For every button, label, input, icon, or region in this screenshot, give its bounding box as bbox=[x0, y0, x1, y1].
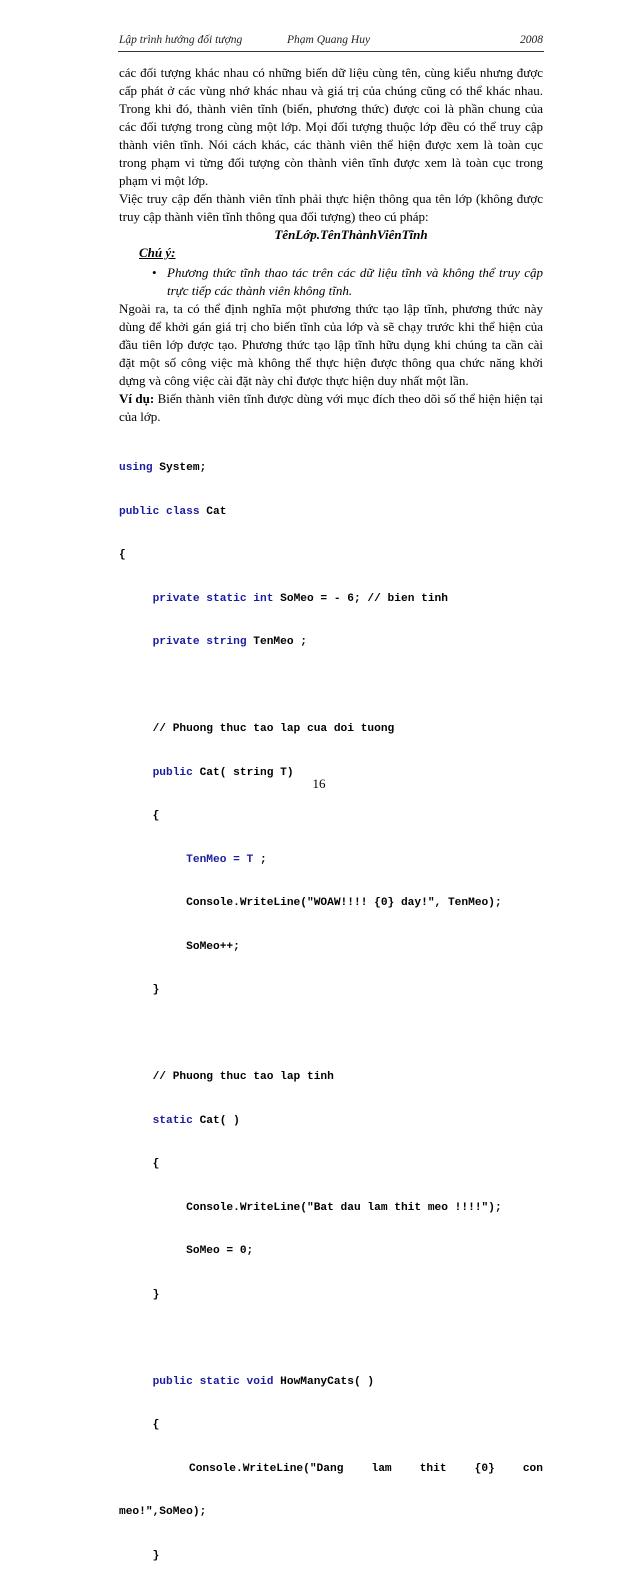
code-line: } bbox=[119, 1549, 160, 1562]
code-line: public class Cat bbox=[119, 505, 227, 518]
code-line: Console.WriteLine("Bat dau lam thit meo !!!!"); bbox=[119, 1201, 502, 1214]
code-line: private string TenMeo ; bbox=[119, 636, 307, 648]
code-line: } bbox=[119, 1288, 160, 1301]
note-bullet bbox=[119, 264, 543, 300]
code-word: thit bbox=[419, 1462, 447, 1475]
code-line: { bbox=[119, 810, 160, 822]
code-word: con bbox=[522, 1462, 543, 1475]
code-line: } bbox=[119, 984, 160, 996]
syntax-line: TênLớp.TênThànhViênTĩnh bbox=[274, 227, 428, 242]
code-word: Console.WriteLine("Dang bbox=[189, 1462, 344, 1475]
code-line: public Cat( string T) bbox=[119, 766, 294, 779]
header-author: Phạm Quang Huy bbox=[287, 34, 371, 46]
code-line bbox=[119, 1331, 543, 1346]
note-title: Chú ý: bbox=[139, 245, 176, 260]
code-word: lam bbox=[371, 1462, 392, 1475]
example-label: Ví dụ: bbox=[119, 391, 155, 406]
code-line: SoMeo = 0; bbox=[119, 1245, 254, 1257]
paragraph-example bbox=[119, 390, 543, 426]
header-rule bbox=[118, 51, 544, 52]
paragraph-static-members: các đối tượng khác nhau có những biến dữ liệu cùng tên, cùng kiểu nhưng được cấp phát ở các vùng nhớ khác nhau và giá trị của chúng cũng có thể khác nhau. Trong khi đó, thành viên tĩnh (biến, phương thức) được coi là phần chung của các đối tượng trong cùng một lớp. Mọi đối tượng thuộc lớp đều có thể truy cập thành viên tĩnh. Nói cách khác, các thành viên thể hiện được xem là toàn cục trong phạm vi từng đối tượng còn thành viên tĩnh được xem là toàn cục trong phạm vi một lớp. bbox=[119, 65, 543, 188]
running-header bbox=[119, 31, 543, 49]
code-line: static Cat( ) bbox=[119, 1114, 240, 1127]
code-line: Console.WriteLine("WOAW!!!! {0} day!", TenMeo); bbox=[119, 897, 502, 909]
page-number: 16 bbox=[312, 776, 326, 791]
note-bullet-text: Phương thức tĩnh thao tác trên các dữ liệu tĩnh và không thể truy cập trực tiếp các thành viên không tĩnh. bbox=[167, 265, 543, 298]
code-line: private static int SoMeo = - 6; // bien tinh bbox=[119, 592, 448, 605]
code-line bbox=[119, 679, 543, 694]
code-line: { bbox=[119, 1158, 160, 1170]
paragraph-static-constructor: Ngoài ra, ta có thể định nghĩa một phương thức tạo lập tĩnh, phương thức này dùng để khởi gán giá trị cho biến tĩnh của lớp và sẽ chạy trước khi thể hiện của đầu tiên lớp được tạo. Phương thức tạo lập tĩnh hữu dụng khi chúng ta cần cài đặt một số công việc mà không thể thực hiện được thông qua chức năng khởi dựng và công việc cài đặt này chỉ được thực hiện duy nhất một lần. bbox=[119, 301, 543, 388]
code-comment: // Phuong thuc tao lap cua doi tuong bbox=[119, 723, 395, 735]
code-line: TenMeo = T ; bbox=[119, 853, 267, 866]
paragraph-access-syntax: Việc truy cập đến thành viên tĩnh phải thực hiện thông qua tên lớp (không được truy cập thành viên tĩnh thông qua đối tượng) theo cú pháp: bbox=[119, 191, 543, 224]
code-line: meo!",SoMeo); bbox=[119, 1506, 207, 1518]
code-line: using System; bbox=[119, 462, 207, 474]
code-line: SoMeo++; bbox=[119, 940, 240, 953]
code-line: public static void HowManyCats( ) bbox=[119, 1375, 375, 1388]
page-body bbox=[119, 64, 543, 1592]
code-comment: // Phuong thuc tao lap tinh bbox=[119, 1071, 334, 1083]
code-line bbox=[119, 1027, 543, 1042]
code-line: { bbox=[119, 549, 126, 561]
header-book-title: Lập trình hướng đối tượng bbox=[119, 34, 243, 46]
bullet-icon: • bbox=[152, 265, 157, 280]
example-text: Biến thành viên tĩnh được dùng với mục đích theo dõi số thể hiện hiện tại của lớp. bbox=[119, 391, 543, 424]
header-year: 2008 bbox=[520, 34, 543, 46]
code-word: {0} bbox=[474, 1462, 495, 1475]
code-line: { bbox=[119, 1419, 160, 1431]
code-line-wrapped bbox=[119, 1462, 543, 1477]
code-listing bbox=[119, 432, 543, 1592]
